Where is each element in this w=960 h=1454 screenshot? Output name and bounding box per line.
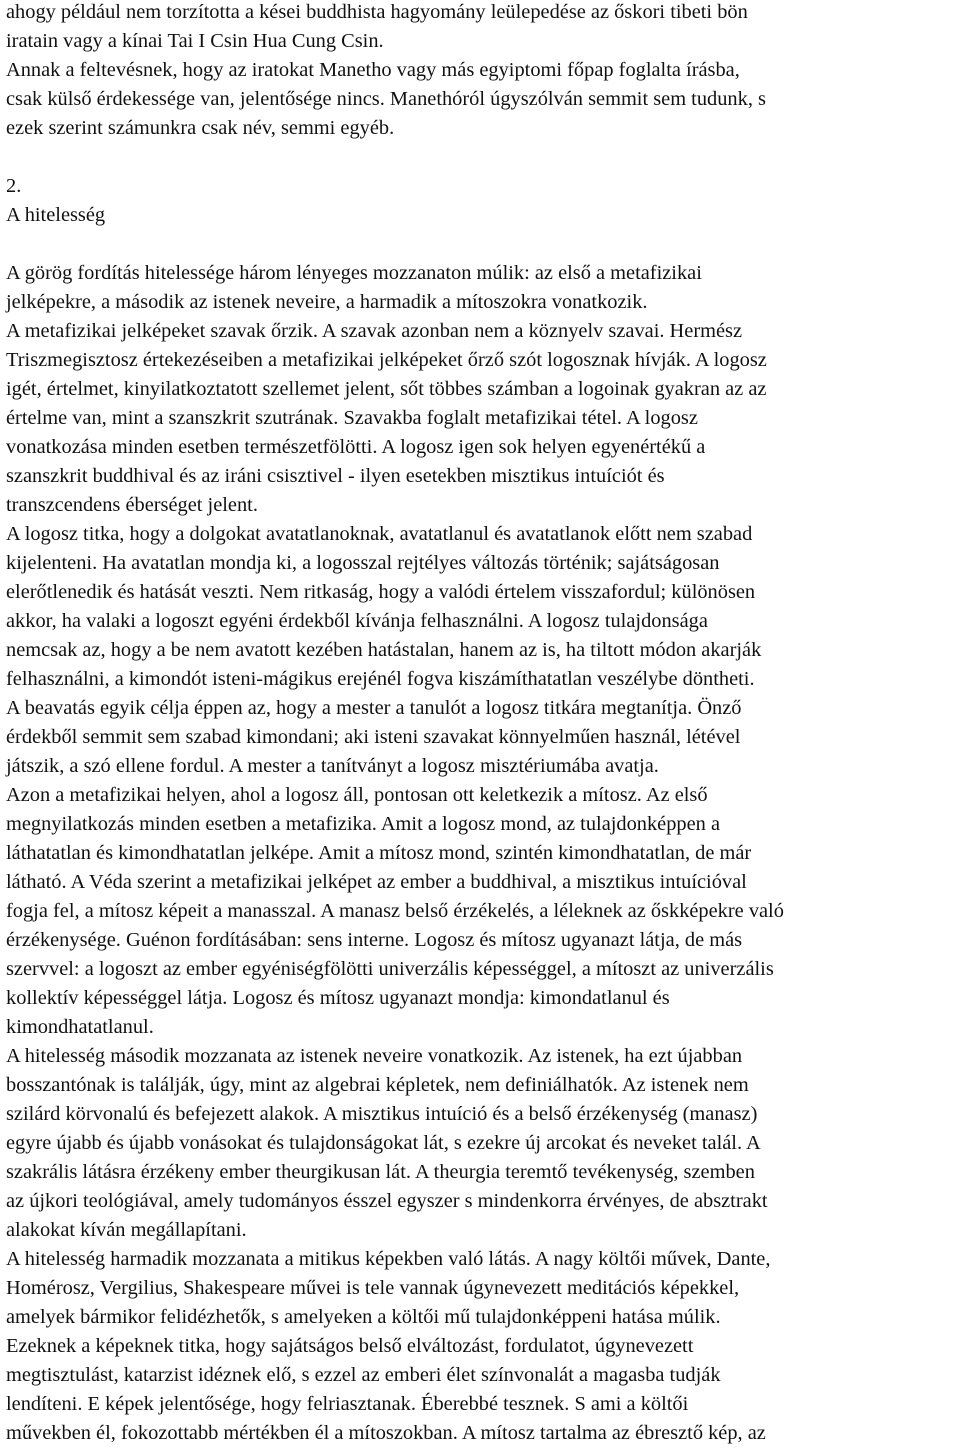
body-paragraph-2: A metafizikai jelképeket szavak őrzik. A szavak azonban nem a köznyelv szavai. Hermész Triszmegisztosz értekezéseiben a metafizikai jelképeket őrző szót logosznak hívják. A logosz igét, értelmet, kinyilatkoztatott szellemet jelent, sőt többes számban a logoinak gyakran az az értelme van, mint a szanszkrit szutrának. Szavakba foglalt metafizikai tétel. A logosz vonatkozása minden esetben természetfölötti. A logosz igen sok helyen egyenértékű a szanszkrit buddhival és az iráni csisztivel - ilyen esetekben misztikus intuíciót és transzcendens éberséget jelent. xyxy=(6,320,767,516)
section-number: 2. xyxy=(6,175,22,197)
body-paragraph-4: A beavatás egyik célja éppen az, hogy a mester a tanulót a logosz titkára megtanítja. Önző érdekből semmit sem szabad kimondani; aki isteni szavakat könnyelműen használ, létével játszik, a szó ellene fordul. A mester a tanítványt a logosz misztériumába avatja. xyxy=(6,697,742,777)
body-paragraph-1: A görög fordítás hitelessége három lényeges mozzanaton múlik: az első a metafizikai jelképekre, a második az istenek neveire, a harmadik a mítoszokra vonatkozik. xyxy=(6,262,702,313)
body-paragraph-7: A hitelesség harmadik mozzanata a mitikus képekben való látás. A nagy költői művek, Dante, Homérosz, Vergilius, Shakespeare művei is tele vannak úgynevezett meditációs képekkel, amelyek bármikor felidézhetők, s amelyeken a költői mű tulajdonképpeni hatása múlik. Ezeknek a képeknek titka, hogy sajátságos belső elváltozást, fordulatot, úgynevezett megtisztulást, katarzist idéznek elő, s ezzel az emberi élet színvonalát a magasba tudják lendíteni. E képek jelentősége, hogy felriasztanak. Éberebbé tesznek. S ami a költői művekben él, fokozottabb mértékben él a mítoszokban. A mítosz tartalma az ébresztő kép, az xyxy=(6,1248,771,1444)
body-paragraph-5: Azon a metafizikai helyen, ahol a logosz áll, pontosan ott keletkezik a mítosz. Az első megnyilatkozás minden esetben a metafizika. Amit a logosz mond, az tulajdonképpen a láthatatlan és kimondhatatlan jelképe. Amit a mítosz mond, szintén kimondhatatlan, de már látható. A Véda szerint a metafizikai jelképet az ember a buddhival, a misztikus intuícióval fogja fel, a mítosz képeit a manasszal. A manasz belső érzékelés, a léleknek az őskképekre való érzékenysége. Guénon fordításában: sens interne. Logosz és mítosz ugyanazt látja, de más szervvel: a logoszt az ember egyéniségfölötti univerzális képességgel, a mítoszt az univerzális kollektív képességgel látja. Logosz és mítosz ugyanazt mondja: kimondatlanul és kimondhatatlanul. xyxy=(6,784,784,1038)
spacer xyxy=(6,143,956,172)
body-paragraph-6: A hitelesség második mozzanata az istenek neveire vonatkozik. Az istenek, ha ezt újabban bosszantónak is találják, úgy, mint az algebrai képletek, nem definiálhatók. Az istenek nem szilárd körvonalú és befejezett alakok. A misztikus intuíció és a belső érzékenység (manasz) egyre újabb és újabb vonásokat és tulajdonságokat lát, s ezekre új arcokat és neveket talál. A szakrális látásra érzékeny ember theurgikusan lát. A theurgia teremtő tevékenység, szemben az újkori teológiával, amely tudományos ésszel egyszer s mindenkorra érvényes, de absztrakt alakokat kíván megállapítani. xyxy=(6,1045,768,1241)
spacer xyxy=(6,230,956,259)
body-paragraph-3: A logosz titka, hogy a dolgokat avatatlanoknak, avatatlanul és avatatlanok előtt nem szabad kijelenteni. Ha avatatlan mondja ki, a logosszal rejtélyes változás történik; sajátságosan elerőtlenedik és hatását veszti. Nem ritkaság, hogy a valódi értelem visszafordul; különösen akkor, ha valaki a logoszt egyéni érdekből kívánja felhasználni. A logosz tulajdonsága nemcsak az, hogy a be nem avatott kezében hatástalan, hanem az is, ha tiltott módon akarják felhasználni, a kimondót isteni-mágikus erejénél fogva kiszámíthatatlan veszélybe döntheti. xyxy=(6,523,762,690)
intro-paragraph-1: ahogy például nem torzította a kései buddhista hagyomány leülepedése az őskori tibeti bön iratain vagy a kínai Tai I Csin Hua Cung Csin. xyxy=(6,1,748,52)
section-title: A hitelesség xyxy=(6,204,106,226)
document-page xyxy=(6,0,956,1448)
intro-paragraph-2: Annak a feltevésnek, hogy az iratokat Manetho vagy más egyiptomi főpap foglalta írásba, csak külső érdekessége van, jelentősége nincs. Manethóról úgyszólván semmit sem tudunk, s ezek szerint számunkra csak név, semmi egyéb. xyxy=(6,59,766,139)
